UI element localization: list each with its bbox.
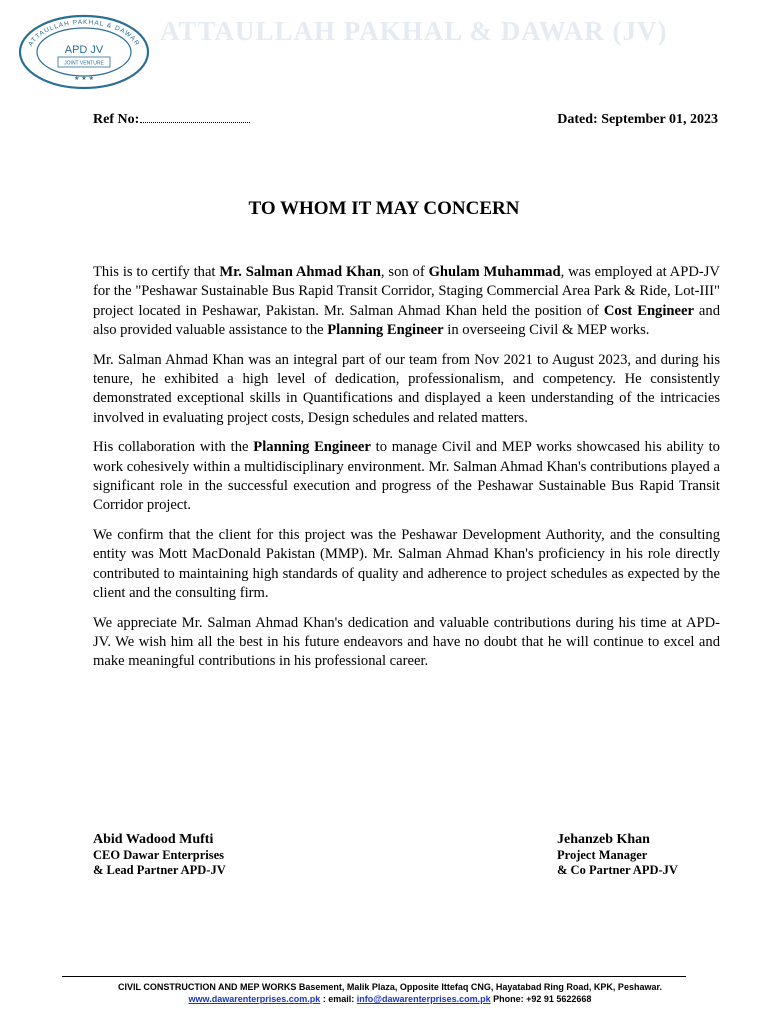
signatory-right-name: Jehanzeb Khan: [557, 832, 650, 847]
paragraph-4: We confirm that the client for this project was the Peshawar Development Authority, and the consulting entity was Mott MacDonald Pakistan (MMP). Mr. Salman Ahmad Khan's proficiency in his role directly contributed to maintaining high standards of quality and adherence to project schedules as expected by the client and the consulting firm.: [93, 526, 720, 602]
signatory-left-name: Abid Wadood Mufti: [93, 832, 214, 847]
employee-name: Mr. Salman Ahmad Khan: [219, 264, 381, 280]
father-name: Ghulam Muhammad: [428, 264, 561, 280]
paragraph-5: We appreciate Mr. Salman Ahmad Khan's dedication and valuable contributions during his time at APD-JV. We wish him all the best in his future endeavors and have no doubt that he will continue to excel and make meaningful contributions in his professional career.: [93, 614, 720, 670]
email-label: : email:: [320, 994, 357, 1004]
role-planning-engineer-2: Planning Engineer: [253, 439, 371, 456]
signatory-left-title: CEO Dawar Enterprises: [93, 848, 225, 862]
signatory-right-title2: & Co Partner APD-JV: [557, 862, 678, 877]
paragraph-2: Mr. Salman Ahmad Khan was an integral part of our team from Nov 2021 to August 2023, and during his tenure, he exhibited a high level of dedication, professionalism, and competency. He consistently demonstrated exceptional skills in Quantifications and displayed a keen understanding of the intricacies involved in evaluating project costs, Design schedules and related matters.: [93, 351, 720, 426]
footer-contact: [0, 994, 768, 1004]
role-cost-engineer: Cost Engineer: [603, 302, 694, 319]
svg-text:JOINT VENTURE: JOINT VENTURE: [64, 60, 104, 67]
svg-text:ATTAULLAH PAKHAL & DAWAR: ATTAULLAH PAKHAL & DAWAR: [27, 18, 141, 48]
letter-heading: TO WHOM IT MAY CONCERN: [248, 198, 520, 219]
paragraph-1: This is to certify that Mr. Salman Ahmad Khan, son of Ghulam Muhammad, was employed at APD-JV for the "Peshawar Sustainable Bus Rapid Transit Corridor, Staging Commercial Area Park & Ride, Lot-III" project located in Peshawar, Pakistan. Mr. Salman Ahmad Khan held the position of Cost Engineer and also provided valuable assistance to the Planning Engineer in overseeing Civil & MEP works.: [93, 264, 720, 339]
signatory-left-title2: & Lead Partner APD-JV: [93, 862, 226, 877]
footer-divider: [62, 976, 686, 977]
signatory-right: [557, 831, 678, 877]
email-link[interactable]: info@dawarenterprises.com.pk: [356, 994, 491, 1004]
company-seal-logo: [18, 14, 150, 90]
signatory-left: [93, 831, 226, 877]
svg-text:★ ★ ★: ★ ★ ★: [74, 75, 94, 82]
ref-number: [93, 112, 250, 128]
letter-body: [93, 263, 720, 682]
date-line: Dated: September 01, 2023: [557, 112, 718, 127]
ref-label: Ref No:: [93, 112, 140, 127]
ref-blank-line: [140, 112, 250, 123]
role-planning-engineer: Planning Engineer: [327, 322, 444, 339]
paragraph-3: His collaboration with the Planning Engineer to manage Civil and MEP works showcased his ability to work cohesively within a multidisciplinary environment. Mr. Salman Ahmad Khan's contributions played a significant role in the successful execution and progress of the Peshawar Sustainable Bus Rapid Transit Corridor project.: [93, 439, 720, 514]
website-link[interactable]: www.dawarenterprises.com.pk: [188, 994, 321, 1004]
signatory-right-title: Project Manager: [557, 848, 648, 862]
phone-number: Phone: +92 91 5622668: [490, 994, 592, 1004]
svg-text:APD JV: APD JV: [64, 44, 104, 56]
footer-address: CIVIL CONSTRUCTION AND MEP WORKS Basement, Malik Plaza, Opposite Ittefaq CNG, Hayatabad Ring Road, KPK, Peshawar.: [118, 982, 662, 992]
company-name-watermark: ATTAULLAH PAKHAL & DAWAR (JV): [160, 16, 668, 46]
